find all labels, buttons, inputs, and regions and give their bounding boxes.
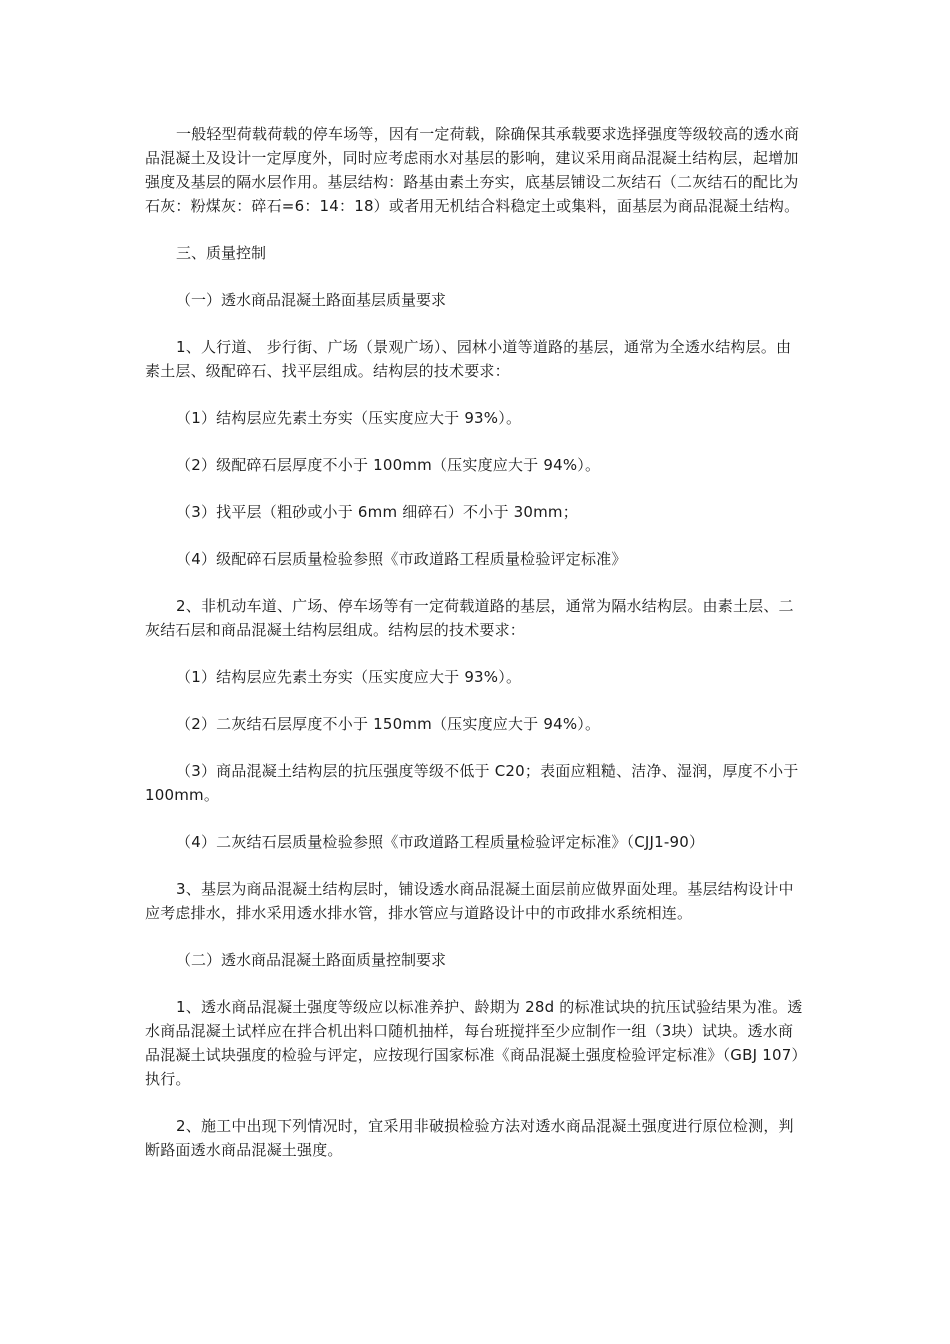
section-heading-quality-control: 三、质量控制	[176, 244, 267, 262]
subsection-heading-base-requirements: （一）透水商品混凝土路面基层质量要求	[176, 291, 447, 309]
paragraph-item-1: 1、透水商品混凝土强度等级应以标准养护、龄期为 28d 的标准试块的抗压试验结果为准。透水商品混凝土试样应在拌合机出料口随机抽样，每台班搅拌至少应制作一组（3块）试块。透水商品混凝土试块强度的检验与评定，应按现行国家标准《商品混凝土强度检验评定标准》（GBJ 107）执行。	[145, 998, 803, 1088]
paragraph-item-3: 3、基层为商品混凝土结构层时，铺设透水商品混凝土面层前应做界面处理。基层结构设计中应考虑排水，排水采用透水排水管，排水管应与道路设计中的市政排水系统相连。	[145, 880, 794, 922]
paragraph-subitem: （3）商品混凝土结构层的抗压强度等级不低于 C20；表面应粗糙、洁净、湿润，厚度不小于 100mm。	[145, 762, 799, 804]
paragraph-item-1: 1、人行道、 步行街、广场（景观广场）、园林小道等道路的基层，通常为全透水结构层。由素土层、级配碎石、找平层组成。结构层的技术要求：	[145, 338, 792, 380]
paragraph-intro: 一般轻型荷载荷载的停车场等，因有一定荷载，除确保其承载要求选择强度等级较高的透水商品混凝土及设计一定厚度外，同时应考虑雨水对基层的影响，建议采用商品混凝土结构层，起增加强度及基层的隔水层作用。基层结构：路基由素土夯实，底基层铺设二灰结石（二灰结石的配比为石灰：粉煤灰：碎石=6：14：18）或者用无机结合料稳定土或集料，面基层为商品混凝土结构。	[145, 125, 800, 215]
paragraph-subitem: （4）二灰结石层质量检验参照《市政道路工程质量检验评定标准》（CJJ1-90）	[176, 833, 705, 851]
paragraph-item-2: 2、施工中出现下列情况时，宜采用非破损检验方法对透水商品混凝土强度进行原位检测，判断路面透水商品混凝土强度。	[145, 1117, 794, 1159]
paragraph-subitem: （1）结构层应先素土夯实（压实度应大于 93%）。	[176, 668, 522, 686]
paragraph-subitem: （2）级配碎石层厚度不小于 100mm（压实度应大于 94%）。	[176, 456, 601, 474]
document-body	[145, 122, 805, 1185]
paragraph-subitem: （1）结构层应先素土夯实（压实度应大于 93%）。	[176, 409, 522, 427]
paragraph-subitem: （3）找平层（粗砂或小于 6mm 细碎石）不小于 30mm；	[176, 503, 578, 521]
subsection-heading-pavement-control: （二）透水商品混凝土路面质量控制要求	[176, 951, 447, 969]
paragraph-subitem: （2）二灰结石层厚度不小于 150mm（压实度应大于 94%）。	[176, 715, 601, 733]
paragraph-item-2: 2、非机动车道、广场、停车场等有一定荷载道路的基层，通常为隔水结构层。由素土层、二灰结石层和商品混凝土结构层组成。结构层的技术要求：	[145, 597, 794, 639]
paragraph-subitem: （4）级配碎石层质量检验参照《市政道路工程质量检验评定标准》	[176, 550, 627, 568]
